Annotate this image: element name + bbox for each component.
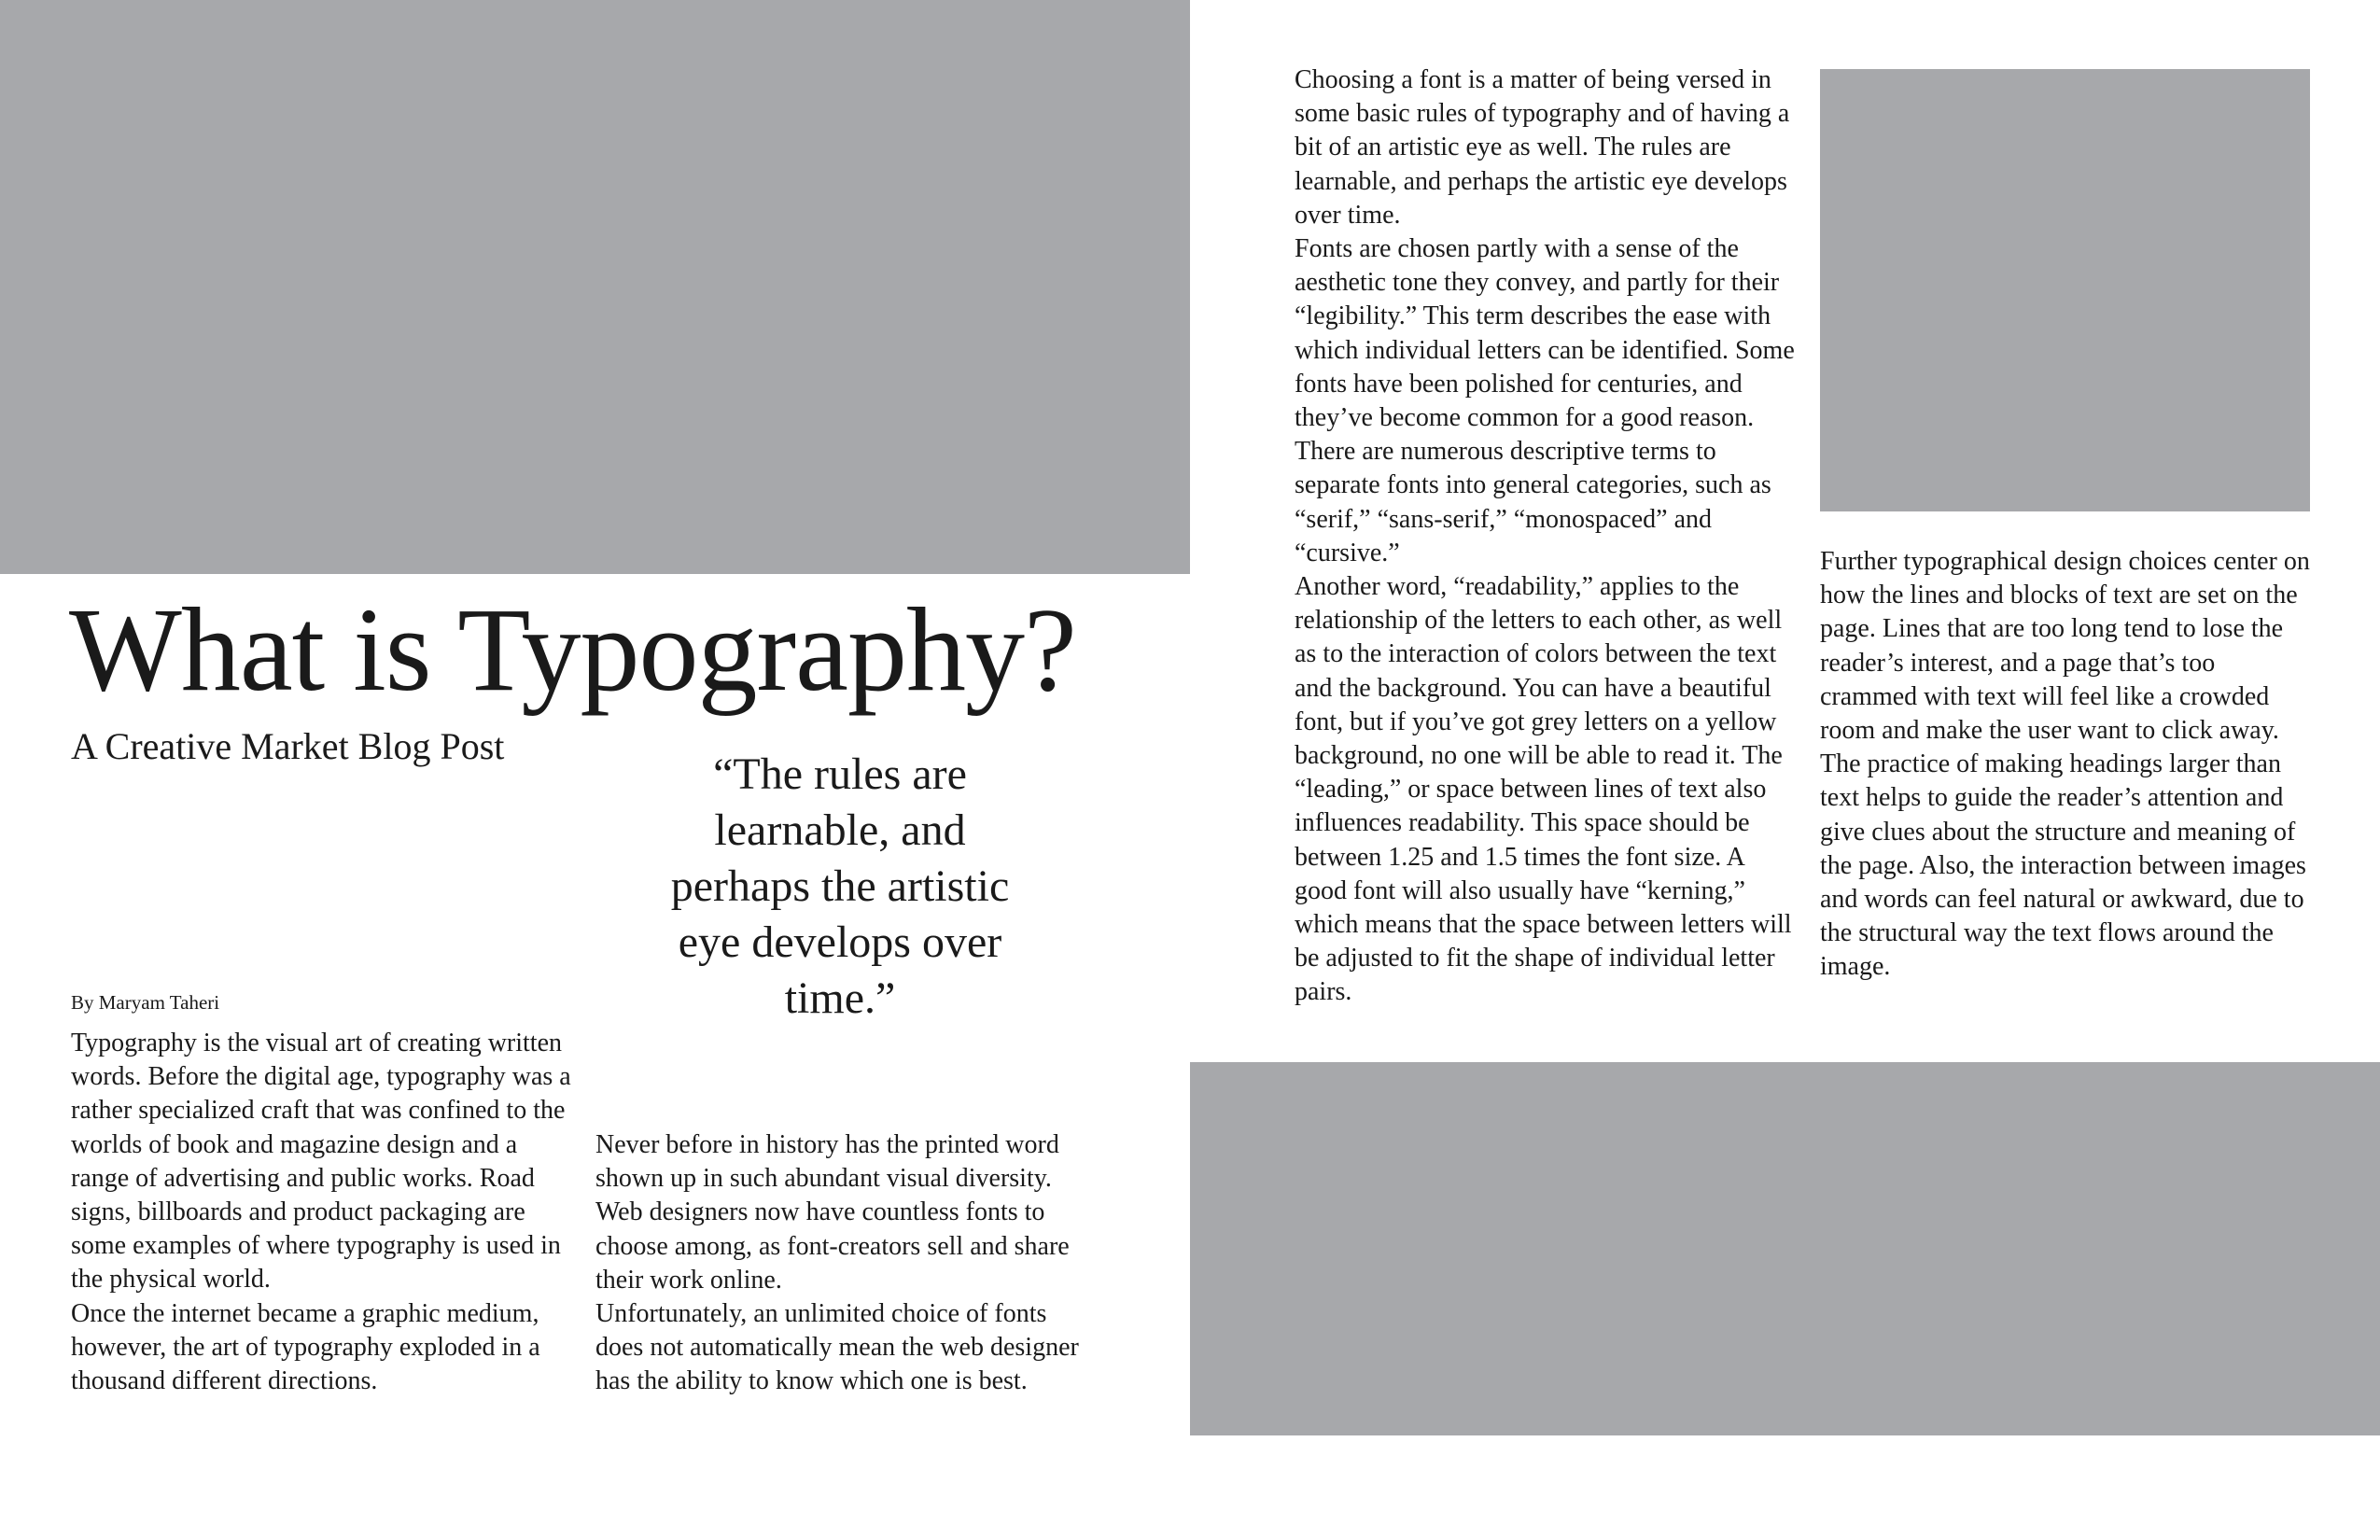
body-column-4 xyxy=(1820,545,2310,985)
article-subtitle: A Creative Market Blog Post xyxy=(71,725,505,767)
byline: By Maryam Taheri xyxy=(71,991,220,1014)
article-title: What is Typography? xyxy=(69,583,1076,716)
body-column-1 xyxy=(71,1027,575,1398)
image-placeholder-bottom-right xyxy=(1190,1062,2380,1435)
body-column-3 xyxy=(1295,63,1799,1010)
paragraph: Never before in history has the printed word shown up in such abundant visual diversity. Web designers now have countless fonts to choose among, as font-creators sell and share their work online. xyxy=(595,1130,1070,1295)
paragraph: Typography is the visual art of creating written words. Before the digital age, typography was a rather specialized craft that was confined to the worlds of book and magazine design and a range of advertising and public works. Road signs, billboards and product packaging are some examples of where typography is used in the physical world. xyxy=(71,1029,571,1295)
paragraph: Once the internet became a graphic medium, however, the art of typography exploded in a thousand different directions. xyxy=(71,1298,540,1396)
paragraph: Fonts are chosen partly with a sense of the aesthetic tone they convey, and partly for their “legibility.” This term describes the ease with which individual letters can be identified. Some fonts have been polished for centuries, and they’ve become common for a good reason. There are numerous descriptive terms to separate fonts into general categories, such as “serif,” “sans-serif,” “monospaced” and “cursive.” xyxy=(1295,234,1795,567)
paragraph: Unfortunately, an unlimited choice of fonts does not automatically mean the web designer has the ability to know which one is best. xyxy=(595,1299,1079,1396)
paragraph: Another word, “readability,” applies to the relationship of the letters to each other, as well as to the interaction of colors between the text and the background. You can have a beautiful font, but if you’ve got grey letters on a yellow background, no one will be able to read it. The “leading,” or space between lines of text also influences readability. This space should be between 1.25 and 1.5 times the font size. A good font will also usually have “kerning,” which means that the space between letters will be adjusted to fit the shape of individual letter pairs. xyxy=(1295,572,1792,1007)
body-column-2 xyxy=(595,1128,1099,1399)
pull-quote: “The rules are learnable, and perhaps the artistic eye develops over time.” xyxy=(670,749,1010,1023)
image-placeholder-right xyxy=(1820,69,2310,511)
paragraph: Further typographical design choices center on how the lines and blocks of text are set on the page. Lines that are too long tend to lose the reader’s interest, and a page that’s too crammed with text will feel like a crowded room and make the user want to click away. The practice of making headings larger than text helps to guide the reader’s attention and give clues about the structure and meaning of the page. Also, the interaction between images and words can feel natural or awkward, due to the structural way the text flows around the image. xyxy=(1820,547,2310,982)
paragraph: Choosing a font is a matter of being versed in some basic rules of typography and of having a bit of an artistic eye as well. The rules are learnable, and perhaps the artistic eye develops over time. xyxy=(1295,65,1790,230)
image-placeholder-top-left xyxy=(0,0,1190,574)
